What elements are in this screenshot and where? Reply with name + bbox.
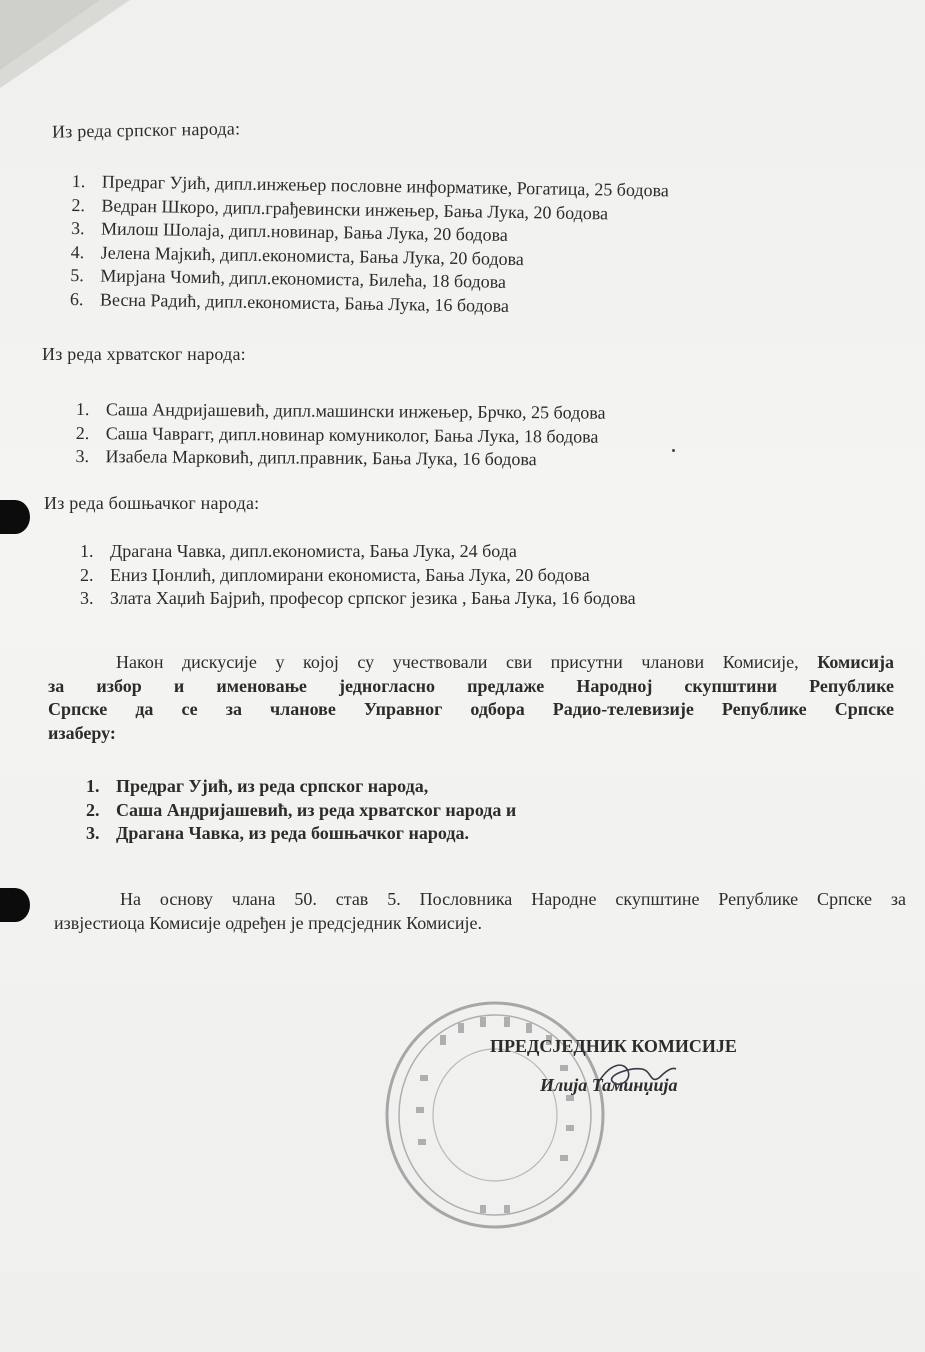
list-item: 1. Предраг Ујић, дипл.инжењер пословне информатике, Рогатица, 25 бодова [71, 170, 669, 201]
bosniak-heading: Из реда бошњачког народа: [44, 493, 260, 513]
page-fold-corner [0, 0, 130, 90]
elected-members-list [86, 775, 516, 846]
decision-line-1: Након дискусије у којој су учествовали сви присутни чланови Комисије, [116, 652, 799, 672]
list-item: 3. Изабела Марковић, дипл.правник, Бања Лука, 16 бодова [75, 445, 537, 470]
list-item: 3. Драгана Чавка, из реда бошњачког народа. [86, 823, 469, 843]
list-item: 6. Весна Радић, дипл.економиста, Бања Лука, 16 бодова [69, 288, 510, 316]
list-item: 4. Јелена Мајкић, дипл.економиста, Бања Лука, 20 бодова [70, 241, 524, 269]
list-item: 2. Ведран Шкоро, дипл.грађевински инжењер, Бања Лука, 20 бодова [71, 194, 609, 223]
ink-speck [672, 449, 675, 452]
list-item: 1. Драгана Чавка, дипл.економиста, Бања Лука, 24 бода [80, 541, 517, 561]
croatian-candidates-list [76, 398, 606, 472]
decision-line-1-bold: Комисија [817, 652, 894, 672]
signature-title: ПРЕДСЈЕДНИК КОМИСИЈЕ [490, 1036, 737, 1056]
rapporteur-line-2: извјестиоца Комисије одређен је предсједник Комисије. [54, 912, 482, 933]
punch-hole-top [0, 500, 30, 534]
signature-name: Илија Таминџија [540, 1075, 678, 1095]
decision-line-2: за избор и именовање једногласно предлаже Народној скупштини Републике [48, 675, 894, 696]
decision-line-4: изаберу: [48, 722, 116, 743]
serbian-heading: Из реда српског народа: [51, 118, 241, 142]
list-item: 2. Саша Андријашевић, из реда хрватског народа и [86, 799, 517, 820]
handwritten-signature [590, 1055, 680, 1095]
list-item: 2. Ениз Џонлић, дипломирани економиста, Бања Лука, 20 бодова [80, 564, 590, 585]
list-item: 1. Саша Андријашевић, дипл.машински инжењер, Брчко, 25 бодова [75, 398, 606, 423]
list-item: 3. Злата Хаџић Бајрић, професор српског језика , Бања Лука, 16 бодова [80, 588, 636, 608]
list-item: 2. Саша Чаврагг, дипл.новинар комуниколог, Бања Лука, 18 бодова [75, 422, 599, 447]
official-stamp-seal [380, 995, 610, 1235]
croatian-heading: Из реда хрватског народа: [42, 344, 246, 364]
list-item: 1. Предраг Ујић, из реда српског народа, [86, 776, 429, 796]
list-item: 5. Мирјана Чомић, дипл.економиста, Билећа, 18 бодова [70, 264, 507, 292]
serbian-candidates-list [70, 170, 669, 320]
decision-line-3: Српске да се за чланове Управног одбора Радио-телевизије Републике Српске [48, 699, 894, 719]
decision-paragraph [48, 651, 894, 745]
rapporteur-line-1: На основу члана 50. став 5. Пословника Народне скупштине Републике Српске за [120, 889, 906, 909]
punch-hole-bottom [0, 888, 30, 922]
bosniak-candidates-list [80, 540, 636, 611]
rapporteur-paragraph [54, 888, 906, 935]
list-item: 3. Милош Шолаја, дипл.новинар, Бања Лука, 20 бодова [70, 217, 508, 245]
